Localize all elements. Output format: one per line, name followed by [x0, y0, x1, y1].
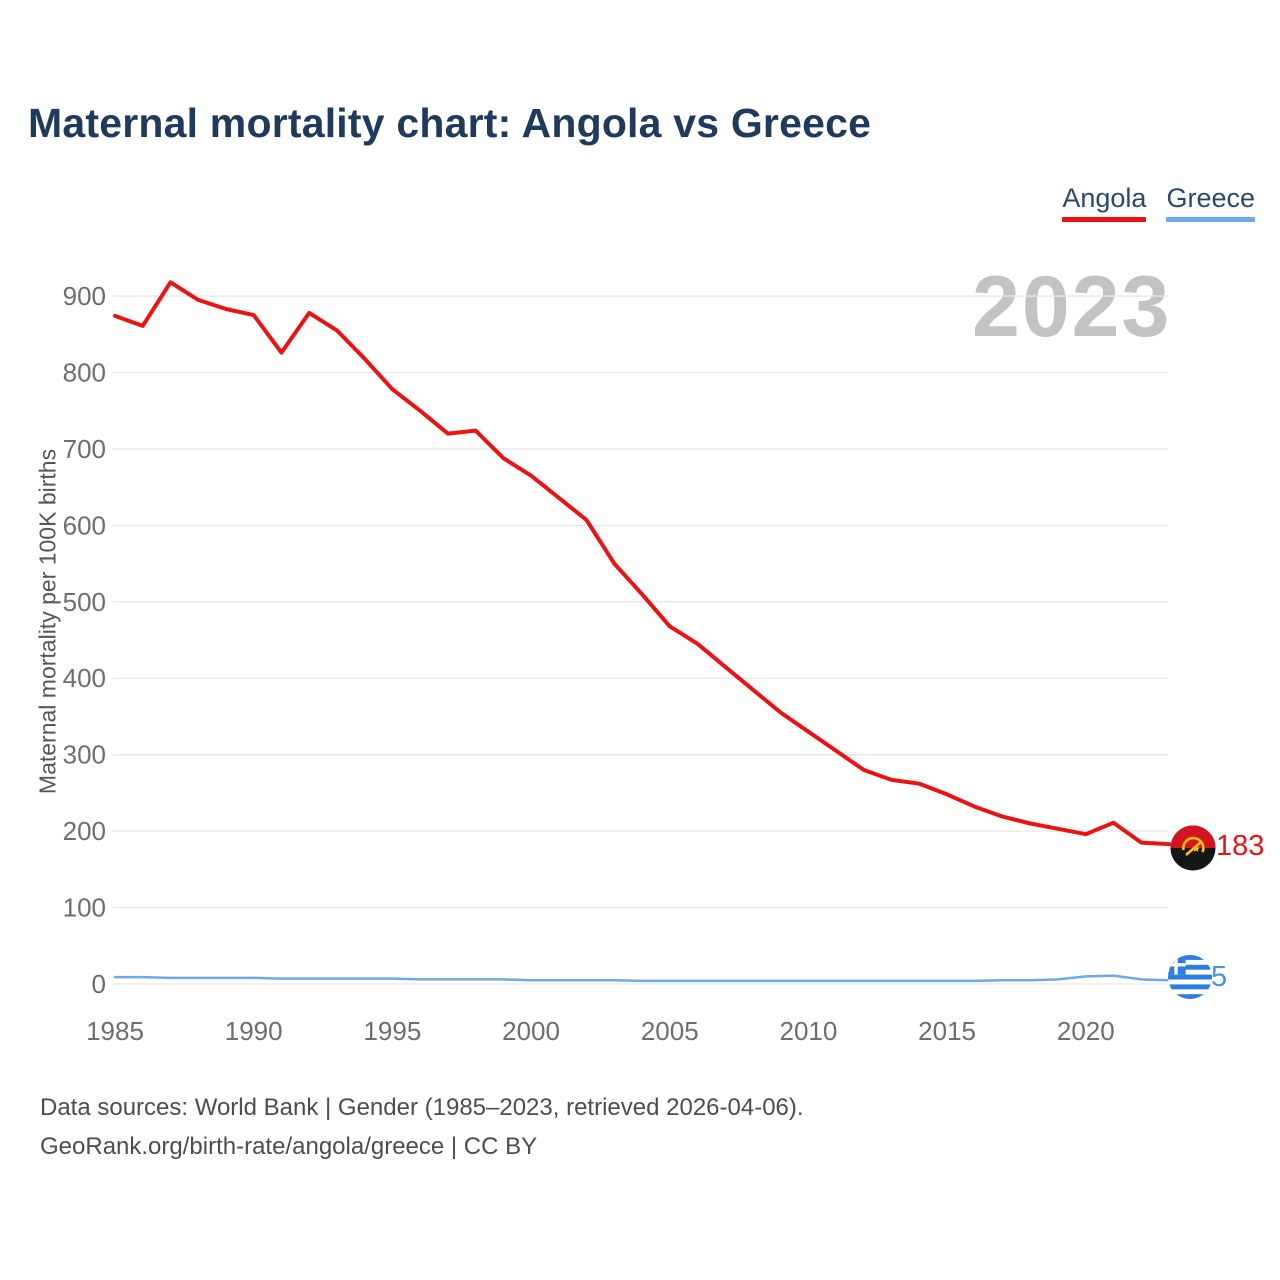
y-tick-label: 400: [62, 663, 106, 694]
x-tick-label: 2015: [918, 1016, 977, 1046]
x-tick-label: 2010: [779, 1016, 838, 1046]
greece-end-value: 5: [1211, 961, 1228, 993]
y-tick-label: 800: [62, 357, 106, 388]
y-tick-label: 200: [62, 816, 106, 847]
y-tick-label: 100: [62, 892, 106, 923]
footer-attribution-line: GeoRank.org/birth-rate/angola/greece | CC BY: [40, 1133, 538, 1160]
y-tick-label: 500: [62, 586, 106, 617]
y-axis-title: Maternal mortality per 100K births: [34, 448, 61, 795]
angola-end-value: 183: [1216, 830, 1265, 862]
y-tick-label: 0: [91, 969, 106, 999]
y-tick-label: 900: [62, 281, 106, 312]
y-tick-label: 700: [62, 433, 106, 464]
angola-line: [115, 282, 1169, 844]
x-tick-label: 1995: [363, 1016, 422, 1046]
x-tick-label: 2005: [640, 1016, 699, 1046]
greece-line: [115, 976, 1169, 981]
footer-sources-line: Data sources: World Bank | Gender (1985–2023, retrieved 2026-04-06).: [40, 1094, 804, 1121]
y-tick-label: 300: [62, 739, 106, 770]
angola-flag-icon: [1171, 826, 1216, 871]
year-watermark: 2023: [972, 259, 1172, 355]
page-title: Maternal mortality chart: Angola vs Greece: [28, 100, 872, 146]
y-tick-label: 600: [62, 510, 106, 541]
x-tick-label: 2020: [1056, 1016, 1115, 1046]
greece-flag-icon: [1166, 955, 1214, 999]
footer: [40, 1088, 804, 1166]
legend-label-greece: Greece: [1166, 183, 1255, 213]
x-tick-label: 1985: [86, 1016, 144, 1046]
x-tick-label: 1990: [224, 1016, 283, 1046]
legend-label-angola: Angola: [1062, 183, 1147, 213]
x-tick-label: 2000: [502, 1016, 560, 1046]
